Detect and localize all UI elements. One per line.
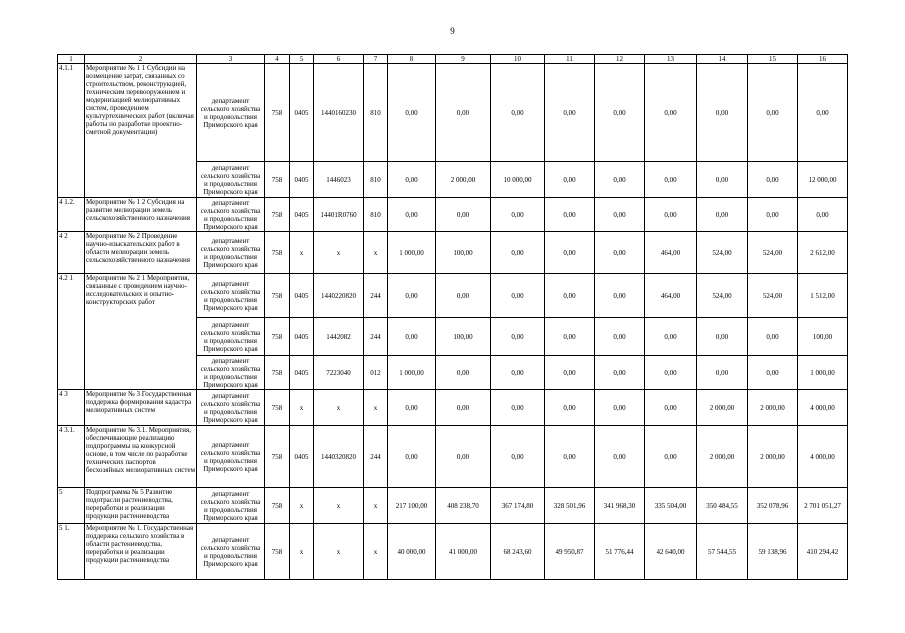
value-cell: 0,00 (436, 64, 491, 162)
department-cell: департамент сельского хозяйства и продовольствия Приморского края (197, 232, 265, 274)
value-cell: 40 000,00 (388, 524, 436, 580)
value-cell: 0,00 (595, 390, 645, 426)
value-cell: 524,00 (697, 274, 748, 318)
value-cell: 758 (265, 162, 290, 198)
value-cell: 1440160230 (314, 64, 364, 162)
department-cell: департамент сельского хозяйства и продовольствия Приморского края (197, 426, 265, 488)
header-cell: 7 (364, 55, 388, 64)
value-cell: 408 238,70 (436, 488, 491, 524)
value-cell: 0405 (290, 198, 314, 232)
row-number-cell: 4.1.1 (58, 64, 85, 198)
value-cell: 0,00 (545, 274, 595, 318)
value-cell: 7223040 (314, 356, 364, 390)
table-row (58, 390, 848, 426)
activity-name-cell: Мероприятие № 2 1 Мероприятия, связанные с проведением научно-исследовательских и опытно-конструкторских работ (85, 274, 197, 390)
value-cell: 2 000,00 (697, 426, 748, 488)
value-cell: 0,00 (697, 318, 748, 356)
value-cell: 2 000,00 (697, 390, 748, 426)
value-cell: 12 000,00 (798, 162, 848, 198)
value-cell: 0,00 (748, 162, 798, 198)
value-cell: 0405 (290, 318, 314, 356)
value-cell: 0,00 (645, 426, 697, 488)
header-cell: 5 (290, 55, 314, 64)
value-cell: 1442082 (314, 318, 364, 356)
value-cell: 0,00 (436, 356, 491, 390)
value-cell: х (290, 524, 314, 580)
value-cell: 1440320820 (314, 426, 364, 488)
value-cell: 217 100,00 (388, 488, 436, 524)
value-cell: 0,00 (491, 426, 545, 488)
value-cell: 0,00 (545, 198, 595, 232)
value-cell: 0,00 (645, 162, 697, 198)
value-cell: 352 078,96 (748, 488, 798, 524)
value-cell: 0,00 (436, 390, 491, 426)
value-cell: 4 000,00 (798, 426, 848, 488)
value-cell: 0,00 (798, 64, 848, 162)
value-cell: 0,00 (748, 318, 798, 356)
value-cell: 2 000,00 (748, 426, 798, 488)
header-cell: 6 (314, 55, 364, 64)
value-cell: 0,00 (491, 274, 545, 318)
value-cell: 0,00 (491, 198, 545, 232)
activity-name-cell: Мероприятие № 3 Государственная поддержка формирования кадастра мелиоративных систем (85, 390, 197, 426)
value-cell: 0,00 (595, 318, 645, 356)
value-cell: 10 000,00 (491, 162, 545, 198)
department-cell: департамент сельского хозяйства и продовольствия Приморского края (197, 390, 265, 426)
value-cell: 244 (364, 274, 388, 318)
value-cell: 464,00 (645, 274, 697, 318)
value-cell: х (314, 524, 364, 580)
value-cell: 14401R0760 (314, 198, 364, 232)
header-cell: 14 (697, 55, 748, 64)
header-cell: 16 (798, 55, 848, 64)
value-cell: 244 (364, 318, 388, 356)
row-number-cell: 4 3.1. (58, 426, 85, 488)
value-cell: 68 243,60 (491, 524, 545, 580)
header-cell: 15 (748, 55, 798, 64)
value-cell: 0,00 (645, 390, 697, 426)
header-row (58, 55, 848, 64)
value-cell: 0,00 (697, 162, 748, 198)
table-row (58, 64, 848, 162)
value-cell: 0,00 (645, 318, 697, 356)
activity-name-cell: Мероприятие № 1 2 Субсидия на развитие мелиорации земель сельскохозяйственного назначения (85, 198, 197, 232)
value-cell: 524,00 (697, 232, 748, 274)
value-cell: 0,00 (491, 356, 545, 390)
value-cell: 0,00 (595, 232, 645, 274)
department-cell: департамент сельского хозяйства и продовольствия Приморского края (197, 162, 265, 198)
value-cell: 0,00 (748, 356, 798, 390)
value-cell: 0,00 (595, 64, 645, 162)
department-cell: департамент сельского хозяйства и продовольствия Приморского края (197, 64, 265, 162)
value-cell: 2 612,00 (798, 232, 848, 274)
value-cell: 350 484,55 (697, 488, 748, 524)
activity-name-cell: Мероприятие № 2 Проведение научно-изыскательских работ в области мелиорации земель сельскохозяйственного назначения (85, 232, 197, 274)
department-cell: департамент сельского хозяйства и продовольствия Приморского края (197, 198, 265, 232)
value-cell: х (364, 488, 388, 524)
value-cell: 0,00 (436, 426, 491, 488)
department-cell: департамент сельского хозяйства и продовольствия Приморского края (197, 356, 265, 390)
value-cell: х (290, 232, 314, 274)
value-cell: 0,00 (697, 356, 748, 390)
value-cell: 0405 (290, 356, 314, 390)
value-cell: 0,00 (697, 64, 748, 162)
value-cell: 0,00 (491, 232, 545, 274)
header-cell: 10 (491, 55, 545, 64)
value-cell: 758 (265, 198, 290, 232)
value-cell: 341 968,30 (595, 488, 645, 524)
value-cell: 0405 (290, 426, 314, 488)
value-cell: 758 (265, 488, 290, 524)
page-number: 9 (450, 26, 455, 36)
value-cell: 758 (265, 274, 290, 318)
value-cell: 758 (265, 524, 290, 580)
value-cell: 1446023 (314, 162, 364, 198)
value-cell: 328 501,96 (545, 488, 595, 524)
header-cell: 8 (388, 55, 436, 64)
value-cell: х (290, 488, 314, 524)
value-cell: 0,00 (748, 64, 798, 162)
table-row (58, 198, 848, 232)
value-cell: 0,00 (697, 198, 748, 232)
header-cell: 12 (595, 55, 645, 64)
value-cell: 41 000,00 (436, 524, 491, 580)
value-cell: 0,00 (388, 390, 436, 426)
value-cell: 0,00 (388, 162, 436, 198)
value-cell: 100,00 (798, 318, 848, 356)
value-cell: 0,00 (388, 318, 436, 356)
header-cell: 13 (645, 55, 697, 64)
value-cell: 51 776,44 (595, 524, 645, 580)
value-cell: 0,00 (491, 64, 545, 162)
table-row (58, 232, 848, 274)
value-cell: 758 (265, 318, 290, 356)
header-cell: 3 (197, 55, 265, 64)
value-cell: 758 (265, 356, 290, 390)
activity-name-cell: Мероприятие № 1. Государственная поддержка сельского хозяйства в области растениеводства, переработки и реализации продукции растениеводства (85, 524, 197, 580)
row-number-cell: 5 (58, 488, 85, 524)
value-cell: 0405 (290, 162, 314, 198)
value-cell: 1 512,00 (798, 274, 848, 318)
value-cell: х (314, 390, 364, 426)
activity-name-cell: Подпрограмма № 5 Развитие подотрасли растениеводства, переработки и реализации продукции растениеводства (85, 488, 197, 524)
value-cell: 0,00 (388, 426, 436, 488)
value-cell: 42 640,00 (645, 524, 697, 580)
value-cell: 0,00 (545, 426, 595, 488)
header-cell: 11 (545, 55, 595, 64)
budget-table (57, 54, 848, 580)
value-cell: 49 950,87 (545, 524, 595, 580)
table-row (58, 488, 848, 524)
value-cell: 0,00 (645, 356, 697, 390)
value-cell: 0,00 (798, 198, 848, 232)
value-cell: х (314, 232, 364, 274)
row-number-cell: 4 3 (58, 390, 85, 426)
value-cell: 0,00 (388, 274, 436, 318)
value-cell: 0,00 (595, 274, 645, 318)
table-row (58, 524, 848, 580)
value-cell: 0,00 (545, 318, 595, 356)
value-cell: 0,00 (491, 390, 545, 426)
value-cell: 1440220820 (314, 274, 364, 318)
value-cell: 0,00 (645, 198, 697, 232)
table-row (58, 426, 848, 488)
value-cell: 758 (265, 232, 290, 274)
value-cell: 100,00 (436, 232, 491, 274)
value-cell: 810 (364, 64, 388, 162)
value-cell: 1 000,00 (388, 356, 436, 390)
value-cell: 2 000,00 (436, 162, 491, 198)
value-cell: 367 174,80 (491, 488, 545, 524)
header-cell: 2 (85, 55, 197, 64)
value-cell: 0,00 (436, 198, 491, 232)
value-cell: 335 504,00 (645, 488, 697, 524)
value-cell: 524,00 (748, 232, 798, 274)
value-cell: 0,00 (645, 64, 697, 162)
value-cell: 244 (364, 426, 388, 488)
value-cell: 100,00 (436, 318, 491, 356)
value-cell: 758 (265, 390, 290, 426)
value-cell: 0,00 (545, 162, 595, 198)
value-cell: 2 701 051,27 (798, 488, 848, 524)
value-cell: 758 (265, 64, 290, 162)
header-cell: 1 (58, 55, 85, 64)
value-cell: 410 294,42 (798, 524, 848, 580)
value-cell: 810 (364, 198, 388, 232)
value-cell: х (364, 232, 388, 274)
value-cell: 1 000,00 (798, 356, 848, 390)
activity-name-cell: Мероприятие № 3.1. Мероприятия, обеспечивающие реализацию подпрограммы на конкурсной основе, в том числе по разработке технических паспортов бесхозяйных мелиоративных систем (85, 426, 197, 488)
value-cell: 0,00 (545, 356, 595, 390)
value-cell: 0,00 (388, 64, 436, 162)
value-cell: 0,00 (595, 162, 645, 198)
value-cell: х (364, 390, 388, 426)
value-cell: 810 (364, 162, 388, 198)
value-cell: 012 (364, 356, 388, 390)
value-cell: 464,00 (645, 232, 697, 274)
header-cell: 9 (436, 55, 491, 64)
row-number-cell: 5 1. (58, 524, 85, 580)
value-cell: х (364, 524, 388, 580)
value-cell: 0,00 (545, 232, 595, 274)
row-number-cell: 4 1.2. (58, 198, 85, 232)
value-cell: 0,00 (595, 356, 645, 390)
value-cell: 0,00 (595, 198, 645, 232)
value-cell: 0,00 (595, 426, 645, 488)
value-cell: 0405 (290, 64, 314, 162)
value-cell: 1 000,00 (388, 232, 436, 274)
table-row (58, 274, 848, 318)
header-cell: 4 (265, 55, 290, 64)
value-cell: 758 (265, 426, 290, 488)
row-number-cell: 4 2 (58, 232, 85, 274)
value-cell: 0,00 (545, 390, 595, 426)
value-cell: 0,00 (545, 64, 595, 162)
value-cell: 524,00 (748, 274, 798, 318)
value-cell: 57 544,55 (697, 524, 748, 580)
department-cell: департамент сельского хозяйства и продовольствия Приморского края (197, 524, 265, 580)
value-cell: х (314, 488, 364, 524)
activity-name-cell: Мероприятие № 1 1 Субсидии на возмещение затрат, связанных со строительством, реконструкцией, техническим перевооружением и модернизацией мелиоративных систем, проведением культуртехнических работ (включая работы по разработке проектно-сметной документации) (85, 64, 197, 198)
value-cell: х (290, 390, 314, 426)
value-cell: 0,00 (388, 198, 436, 232)
row-number-cell: 4.2 1 (58, 274, 85, 390)
value-cell: 0,00 (436, 274, 491, 318)
value-cell: 59 138,96 (748, 524, 798, 580)
value-cell: 0405 (290, 274, 314, 318)
value-cell: 0,00 (491, 318, 545, 356)
value-cell: 4 000,00 (798, 390, 848, 426)
department-cell: департамент сельского хозяйства и продовольствия Приморского края (197, 274, 265, 318)
value-cell: 2 000,00 (748, 390, 798, 426)
value-cell: 0,00 (748, 198, 798, 232)
department-cell: департамент сельского хозяйства и продовольствия Приморского края (197, 488, 265, 524)
department-cell: департамент сельского хозяйства и продовольствия Приморского края (197, 318, 265, 356)
